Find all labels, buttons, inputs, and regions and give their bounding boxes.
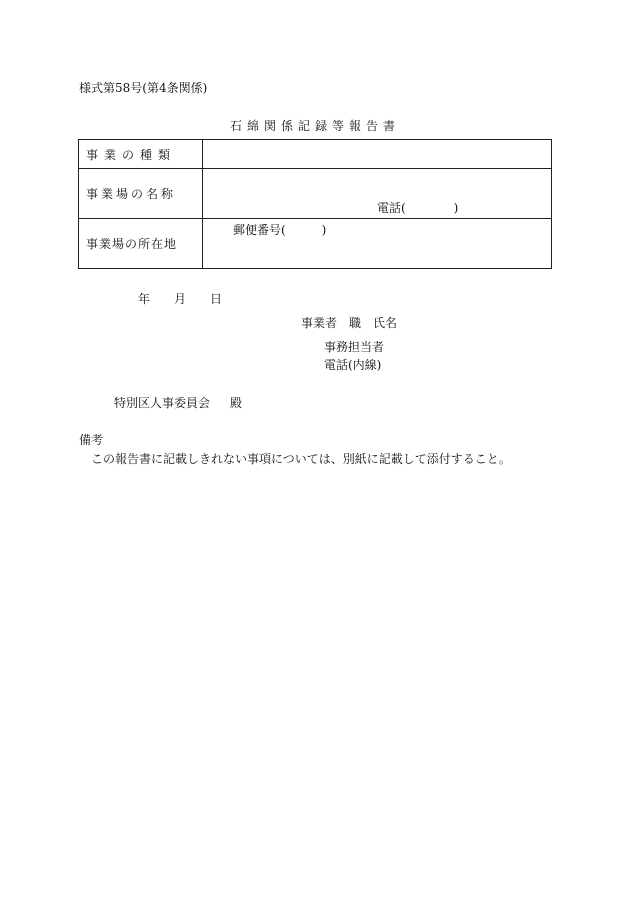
workplace-address-label-text: 事業場の所在地 — [86, 237, 178, 251]
workplace-address-label — [79, 219, 203, 269]
business-type-field[interactable] — [203, 140, 552, 169]
remarks-heading: 備考 — [79, 433, 104, 447]
position-name-label: 職 氏名 — [349, 316, 398, 330]
workplace-name-label-text: 事業場の名称 — [86, 187, 177, 201]
date-year: 年 — [138, 292, 151, 306]
business-operator-line — [301, 316, 397, 330]
date-month: 月 — [174, 292, 187, 306]
date-line — [138, 292, 222, 306]
workplace-name-label — [79, 169, 203, 219]
form-number: 様式第58号(第4条関係) — [79, 81, 208, 95]
table-row — [79, 140, 552, 169]
document-title: 石綿関係記録等報告書 — [229, 119, 400, 133]
telephone-label: 電話( ) — [377, 201, 459, 215]
report-info-table — [78, 139, 552, 269]
workplace-name-field[interactable] — [203, 169, 552, 219]
addressee-honorific: 殿 — [230, 396, 243, 410]
business-type-label — [79, 140, 203, 169]
table-row — [79, 169, 552, 219]
business-type-label-text: 事業の種類 — [86, 147, 177, 162]
addressee-name: 特別区人事委員会 — [114, 396, 211, 410]
table-row — [79, 219, 552, 269]
remarks-text: この報告書に記載しきれない事項については、別紙に記載して添付すること。 — [91, 452, 511, 466]
postal-code-label: 郵便番号( ) — [233, 223, 327, 237]
contact-person-label: 事務担当者 — [324, 340, 385, 354]
business-operator-label: 事業者 — [301, 316, 338, 330]
date-day: 日 — [210, 292, 223, 306]
extension-phone-label: 電話(内線) — [324, 358, 382, 372]
addressee-line — [114, 396, 242, 410]
workplace-address-field[interactable] — [203, 219, 552, 269]
